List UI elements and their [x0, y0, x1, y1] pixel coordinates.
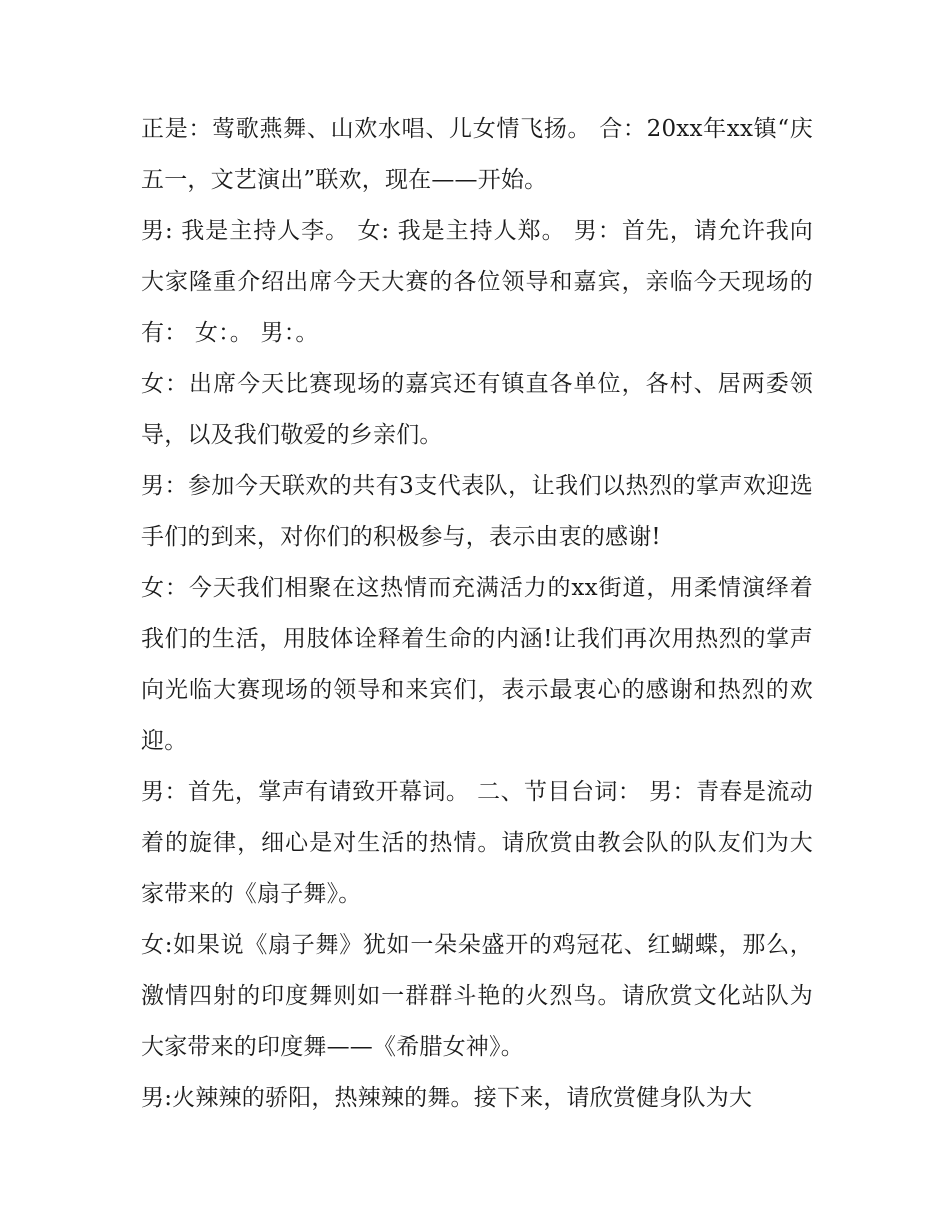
paragraph-teams: 男：参加今天联欢的共有3支代表队，让我们以热烈的掌声欢迎选手们的到来，对你们的积极参与，表示由衷的感谢! [141, 473, 813, 550]
paragraph-welcome: 女：今天我们相聚在这热情而充满活力的xx街道，用柔情演绎着我们的生活，用肢体诠释着生命的内涵!让我们再次用热烈的掌声向光临大赛现场的领导和来宾们，表示最衷心的感谢和热烈的欢迎。 [141, 575, 813, 754]
paragraph-fitness-team: 男:火辣辣的骄阳，热辣辣的舞。接下来，请欣赏健身队为大 [141, 1085, 753, 1111]
paragraph-guests: 女：出席今天比赛现场的嘉宾还有镇直各单位，各村、居两委领导，以及我们敬爱的乡亲们。 [141, 371, 813, 448]
paragraph-opening: 正是：莺歌燕舞、山欢水唱、儿女情飞扬。 合：20xx年xx镇“庆五一，文艺演出”联欢，现在——开始。 [141, 116, 813, 193]
paragraph-opening-speech: 男：首先，掌声有请致开幕词。 二、节目台词： 男：青春是流动着的旋律，细心是对生活的热情。请欣赏由教会队的队友们为大家带来的《扇子舞》。 [141, 779, 813, 907]
paragraph-host-intro: 男: 我是主持人李。 女: 我是主持人郑。 男：首先，请允许我向大家隆重介绍出席今天大赛的各位领导和嘉宾，亲临今天现场的有： 女：。 男：。 [141, 218, 813, 346]
paragraph-indian-dance: 女:如果说《扇子舞》犹如一朵朵盛开的鸡冠花、红蝴蝶，那么，激情四射的印度舞则如一群群斗艳的火烈鸟。请欣赏文化站队为大家带来的印度舞——《希腊女神》。 [141, 932, 813, 1060]
document-body [141, 104, 813, 1124]
